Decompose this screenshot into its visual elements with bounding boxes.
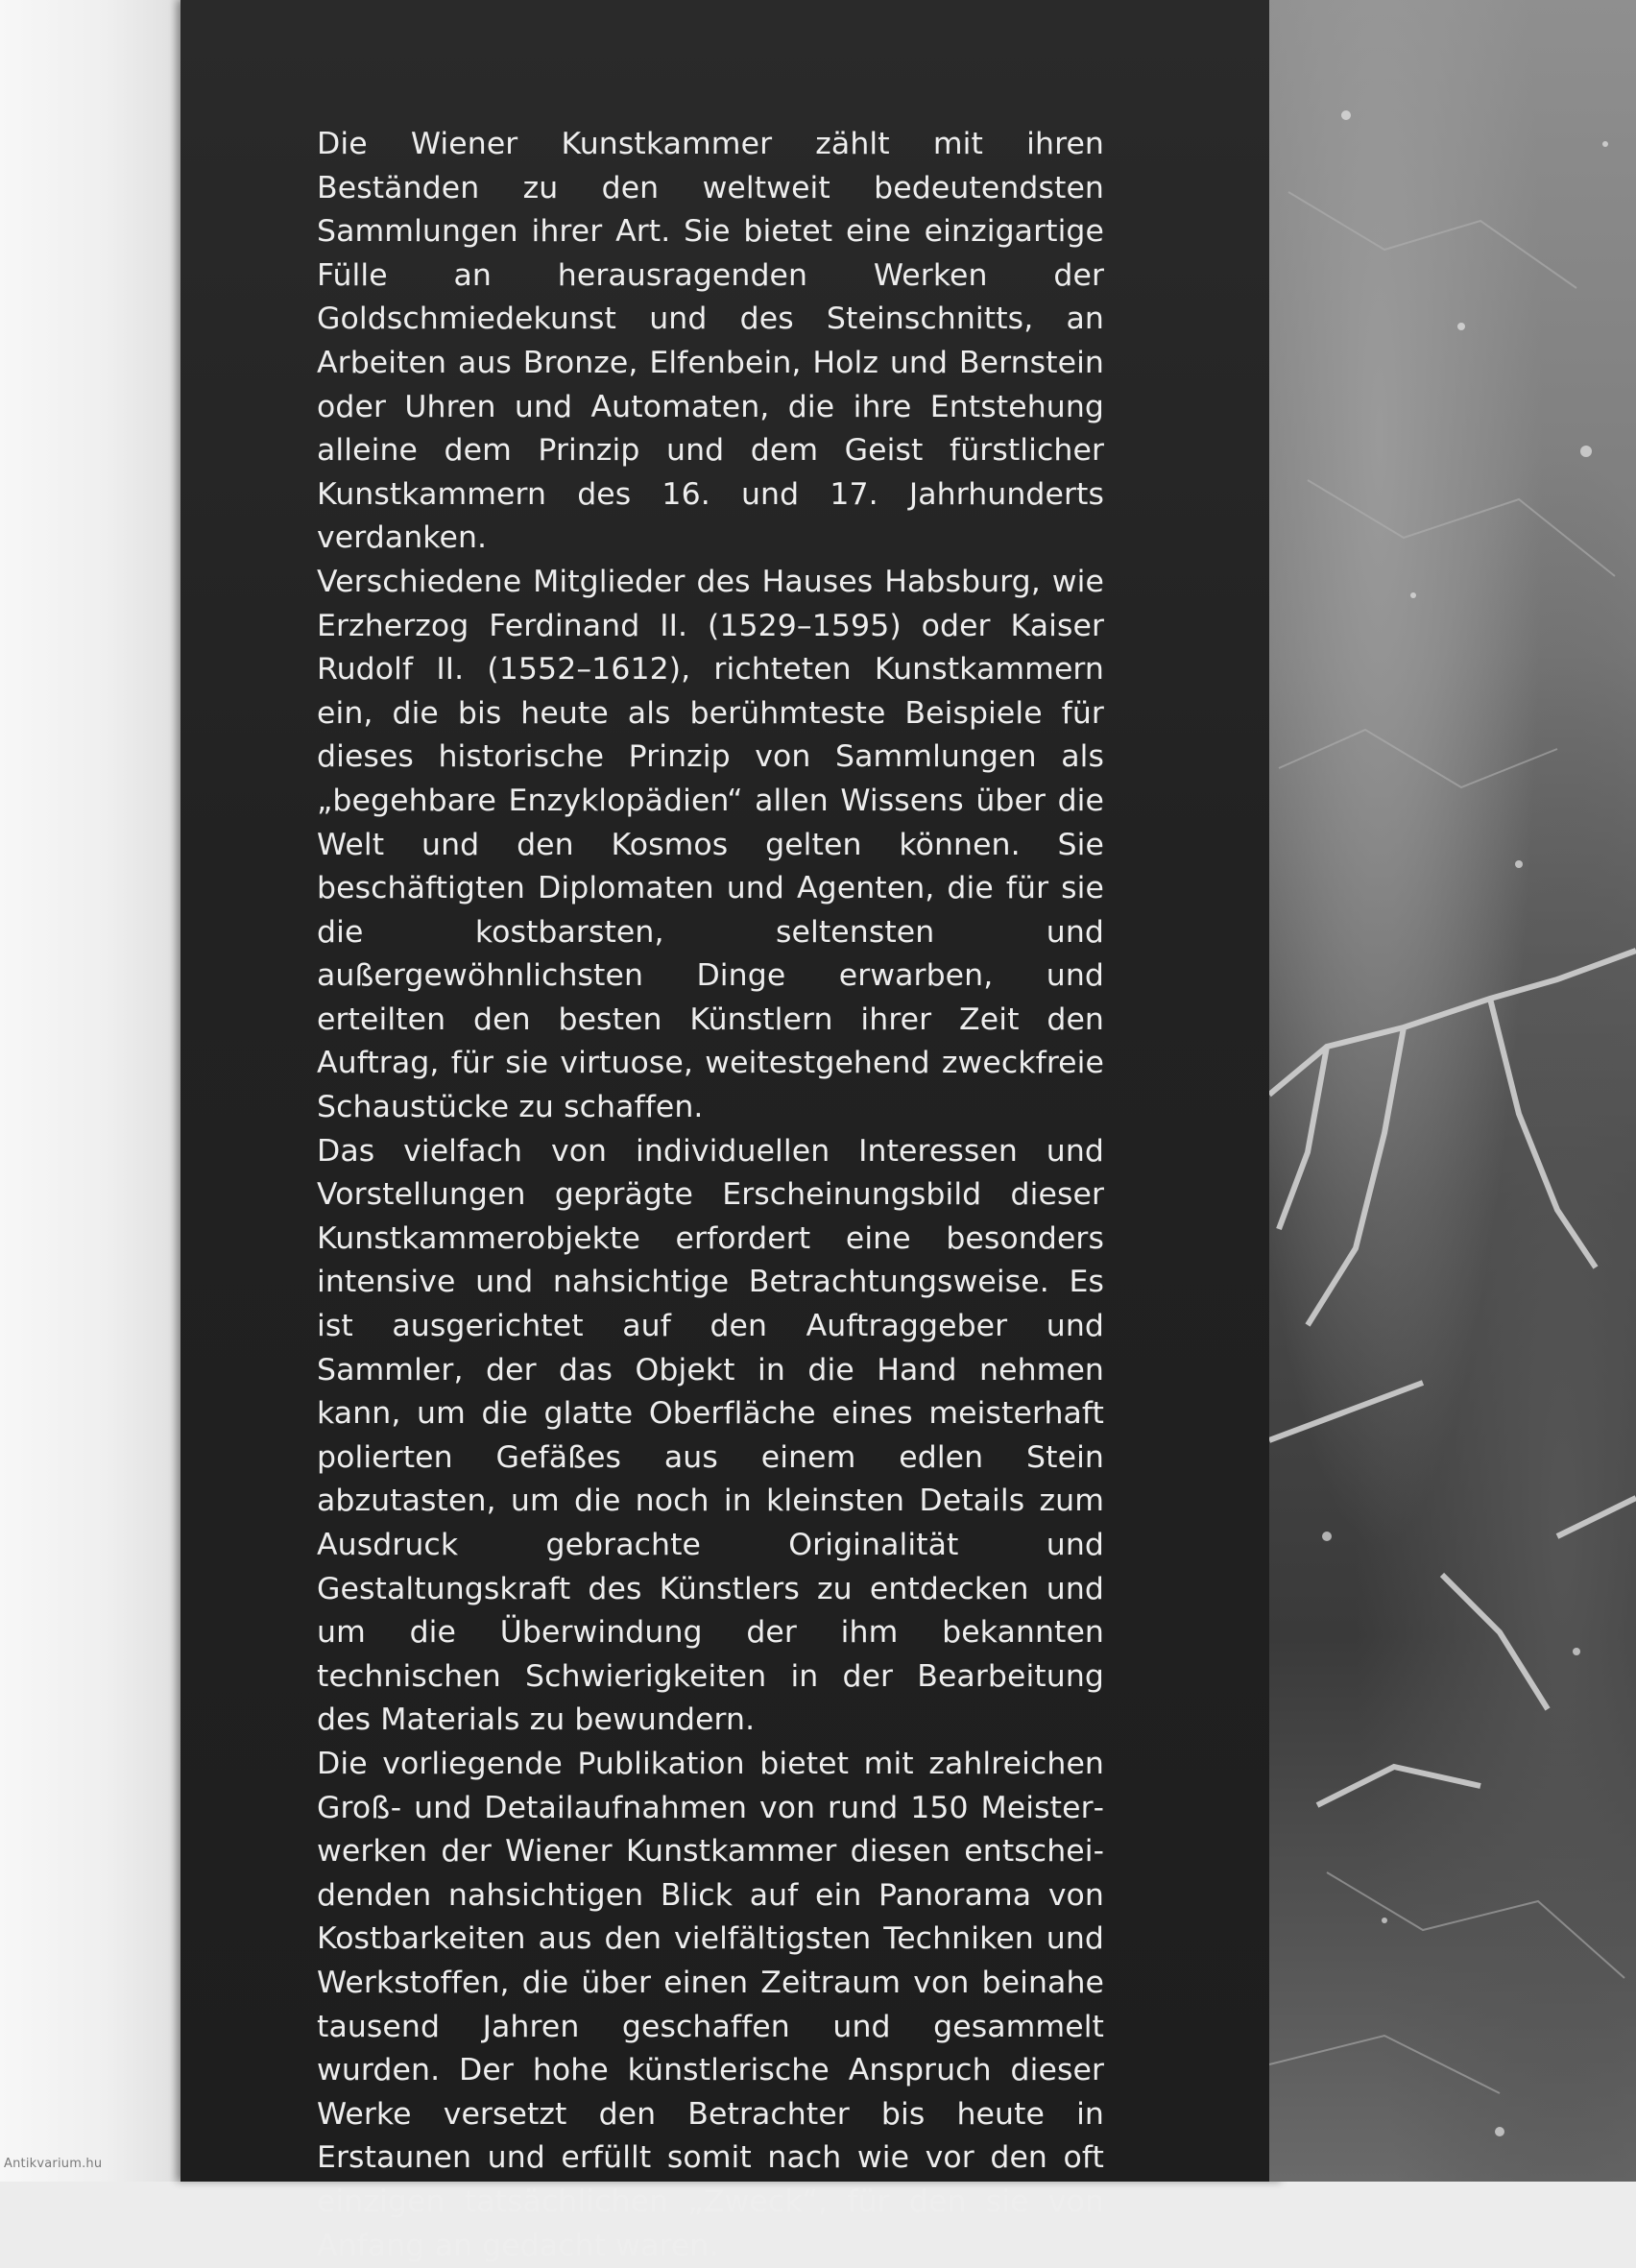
paragraph-4: Die vorliegende Publikation bietet mit zahlreichen Groß- und Detailaufnahmen von rund 150 Meisterwerken der Wiener Kunstkammer diesen entscheidenden nahsichtigen Blick auf ein Panorama von Kostbarkeiten aus den vielfältigsten Techniken und Werkstoffen, die über einen Zeitraum von beinahe tausend Jahren geschaffen und gesammelt wurden. Der hohe künstlerische Anspruch dieser Werke versetzt den Betrachter bis heute in Erstaunen und erfüllt somit nach wie vor den oft einzigen tatsächlichen „Zweck“, für den sie von Anfang an gedacht waren. bbox=[317, 1746, 1104, 2263]
paragraph-1: Die Wiener Kunstkammer zählt mit ihren Beständen zu den weltweit bedeutendsten Sammlungen ihrer Art. Sie bietet eine einzigartige Fülle an herausragenden Werken der Goldschmiedekunst und des Steinschnitts, an Arbeiten aus Bronze, Elfenbein, Holz und Bernstein oder Uhren und Automaten, die ihre Entstehung alleine dem Prinzip und dem Geist fürstlicher Kunstkammern des 16. und 17. Jahrhunderts verdanken. bbox=[317, 127, 1104, 556]
paragraph-3: Das vielfach von individuellen Interessen und Vorstellungen geprägte Erscheinungsbild dieser Kunstkammerobjekte erfordert eine besonders intensive und nahsichtige Betrachtungsweise. Es ist ausgerichtet auf den Auftraggeber und Sammler, der das Objekt in die Hand nehmen kann, um die glatte Oberfläche eines meisterhaft polierten Gefäßes aus einem edlen Stein abzutasten, um die noch in kleinsten Details zum Ausdruck gebrachte Originalität und Gestaltungskraft des Künstlers zu entdecken und um die Überwindung der ihm bekannten technischen Schwierigkeiten in der Bearbeitung des Materials zu bewundern. bbox=[317, 1133, 1104, 1738]
white-wall-background bbox=[0, 0, 192, 2182]
cover-text-block bbox=[317, 123, 1104, 2268]
marble-veins-graphic bbox=[1269, 0, 1636, 2182]
paragraph-2: Verschiedene Mitglieder des Hauses Habsburg, wie Erzherzog Ferdinand II. (1529–1595) oder Kaiser Rudolf II. (1552–1612), richteten Kunstkammern ein, die bis heute als berühmteste Beispiele für dieses historische Prinzip von Sammlungen als „begehbare Enzyklopädien“ allen Wissens über die Welt und den Kosmos gelten können. Sie beschäftigten Diplomaten und Agenten, die für sie die kostbarsten, seltensten und außergewöhnlichsten Dinge erwarben, und erteilten den besten Künstlern ihrer Zeit den Auftrag, für sie virtuose, weitestgehend zweckfreie Schaustücke zu schaffen. bbox=[317, 564, 1104, 1125]
marble-texture-image bbox=[1269, 0, 1636, 2182]
watermark-text: Antikvarium.hu bbox=[4, 2157, 103, 2171]
